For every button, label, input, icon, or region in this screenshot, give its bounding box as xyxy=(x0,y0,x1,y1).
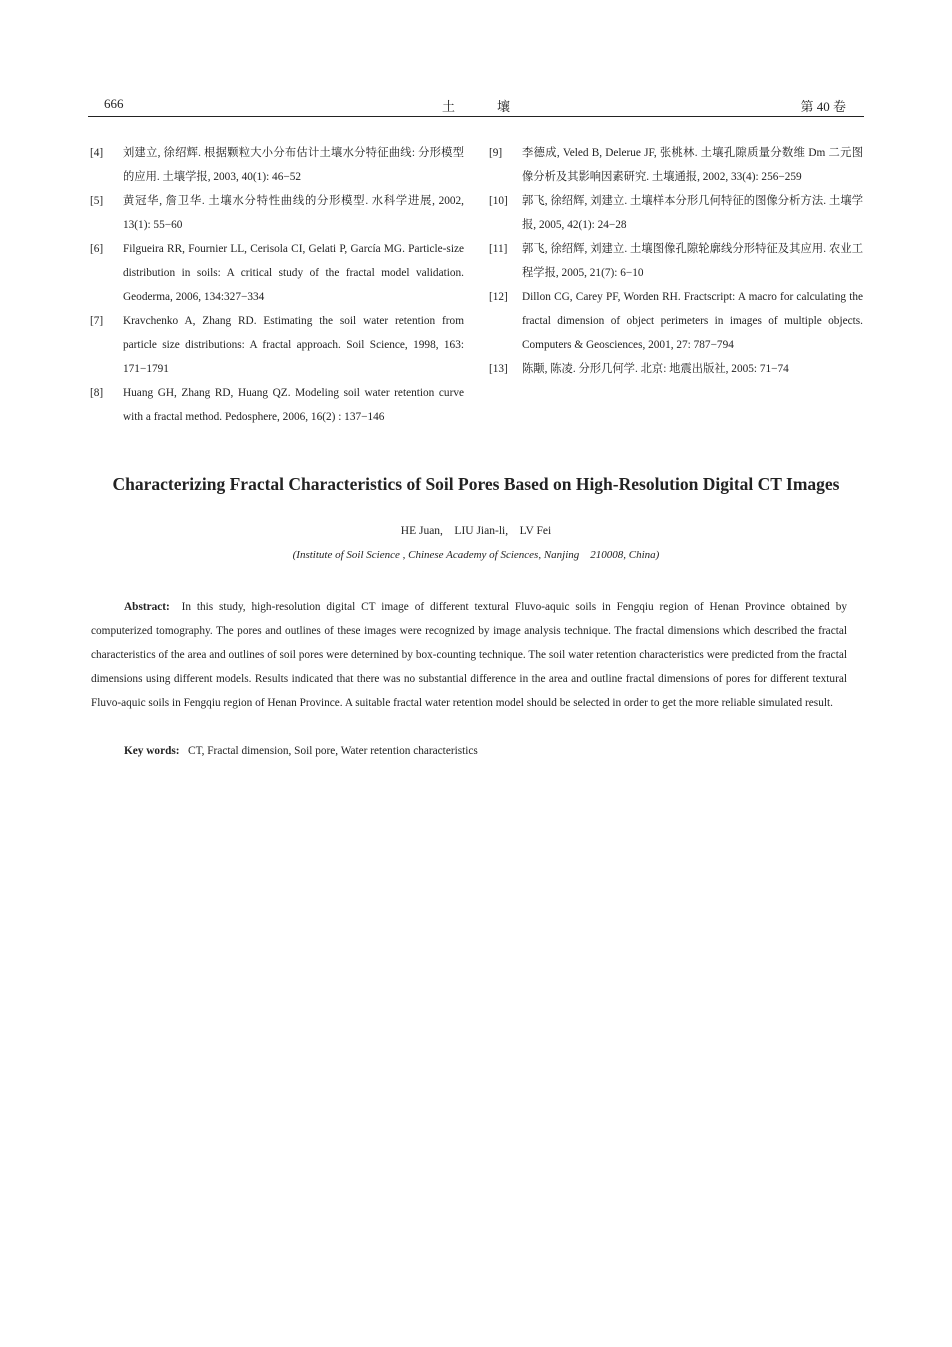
reference-number: [8] xyxy=(90,387,104,399)
abstract-label: Abstract: xyxy=(124,601,170,613)
reference-text: 陈颙, 陈凌. 分形几何学. 北京: 地震出版社, 2005: 71−74 xyxy=(522,363,789,375)
reference-number: [5] xyxy=(90,195,104,207)
reference-number: [12] xyxy=(489,291,508,303)
volume-label: 第 40 卷 xyxy=(800,99,846,114)
reference-item xyxy=(90,141,464,189)
reference-text: Filgueira RR, Fournier LL, Cerisola CI, Gelati P, García MG. Particle-size distribution in soils: A critical study of the fractal model validation. Geoderma, 2006, 134:327−334 xyxy=(123,243,464,303)
keywords-line xyxy=(124,739,478,763)
reference-text: 郭飞, 徐绍辉, 刘建立. 土壤样本分形几何特征的图像分析方法. 土壤学报, 2005, 42(1): 24−28 xyxy=(522,195,863,231)
reference-item xyxy=(489,141,863,189)
reference-text: 郭飞, 徐绍辉, 刘建立. 土壤图像孔隙轮廓线分形特征及其应用. 农业工程学报, 2005, 21(7): 6−10 xyxy=(522,243,863,279)
reference-number: [4] xyxy=(90,147,104,159)
author-list: HE Juan, LIU Jian-li, LV Fei xyxy=(400,525,552,537)
reference-item xyxy=(489,285,863,357)
reference-item xyxy=(489,237,863,285)
page-number: 666 xyxy=(104,96,124,111)
reference-number: [10] xyxy=(489,195,508,207)
reference-item xyxy=(90,309,464,381)
reference-list-left xyxy=(90,141,464,429)
reference-list-right xyxy=(489,141,863,381)
reference-text: 黄冠华, 詹卫华. 土壤水分特性曲线的分形模型. 水科学进展, 2002, 13(1): 55−60 xyxy=(123,195,464,231)
reference-item xyxy=(90,237,464,309)
journal-name: 土壤 xyxy=(441,99,552,114)
reference-number: [6] xyxy=(90,243,104,255)
article-title: Characterizing Fractal Characteristics of Soil Pores Based on High-Resolution Digital CT Images xyxy=(112,474,840,494)
abstract-text: In this study, high-resolution digital CT image of different textural Fluvo-aquic soils in Fengqiu region of Henan Province obtained by computerized tomography. The pores and outlines of these images were recognized by image analysis technique. The fractal dimensions which described the fractal characteristics of the area and outlines of soil pores were deternined by box-counting technique. The soil water retention characteristics were predicted from the fractal dimensions using different models. Results indicated that there was no substantial difference in the area and outline fractal dimensions of pores for different textural Fluvo-aquic soils in Fengqiu region of Henan Province. A suitable fractal water retention model should be selected in order to get the more reliable simulated result. xyxy=(91,601,847,709)
reference-number: [11] xyxy=(489,243,508,255)
reference-item xyxy=(90,189,464,237)
reference-number: [13] xyxy=(489,363,508,375)
reference-item xyxy=(489,189,863,237)
reference-item xyxy=(489,357,863,381)
running-header xyxy=(88,96,864,116)
reference-item xyxy=(90,381,464,429)
reference-text: Dillon CG, Carey PF, Worden RH. Fractscript: A macro for calculating the fractal dimension of object perimeters in images of multiple objects. Computers & Geosciences, 2001, 27: 787−794 xyxy=(522,291,863,351)
keywords-label: Key words: xyxy=(124,745,180,757)
keywords-text: CT, Fractal dimension, Soil pore, Water retention characteristics xyxy=(188,745,478,757)
reference-text: Kravchenko A, Zhang RD. Estimating the soil water retention from particle size distributions: A fractal approach. Soil Science, 1998, 163: 171−1791 xyxy=(123,315,464,375)
reference-text: Huang GH, Zhang RD, Huang QZ. Modeling soil water retention curve with a fractal method. Pedosphere, 2006, 16(2) : 137−146 xyxy=(123,387,464,423)
abstract-paragraph xyxy=(91,595,847,715)
reference-text: 刘建立, 徐绍辉. 根据颗粒大小分布估计土壤水分特征曲线: 分形模型的应用. 土壤学报, 2003, 40(1): 46−52 xyxy=(123,147,464,183)
reference-number: [9] xyxy=(489,147,503,159)
author-affiliation: (Institute of Soil Science , Chinese Academy of Sciences, Nanjing 210008, China) xyxy=(292,549,660,561)
header-rule xyxy=(88,116,864,117)
reference-number: [7] xyxy=(90,315,104,327)
reference-text: 李德成, Veled B, Delerue JF, 张桃林. 土壤孔隙质量分数维 Dm 二元图像分析及其影响因素研究. 土壤通报, 2002, 33(4): 256−259 xyxy=(522,147,863,183)
